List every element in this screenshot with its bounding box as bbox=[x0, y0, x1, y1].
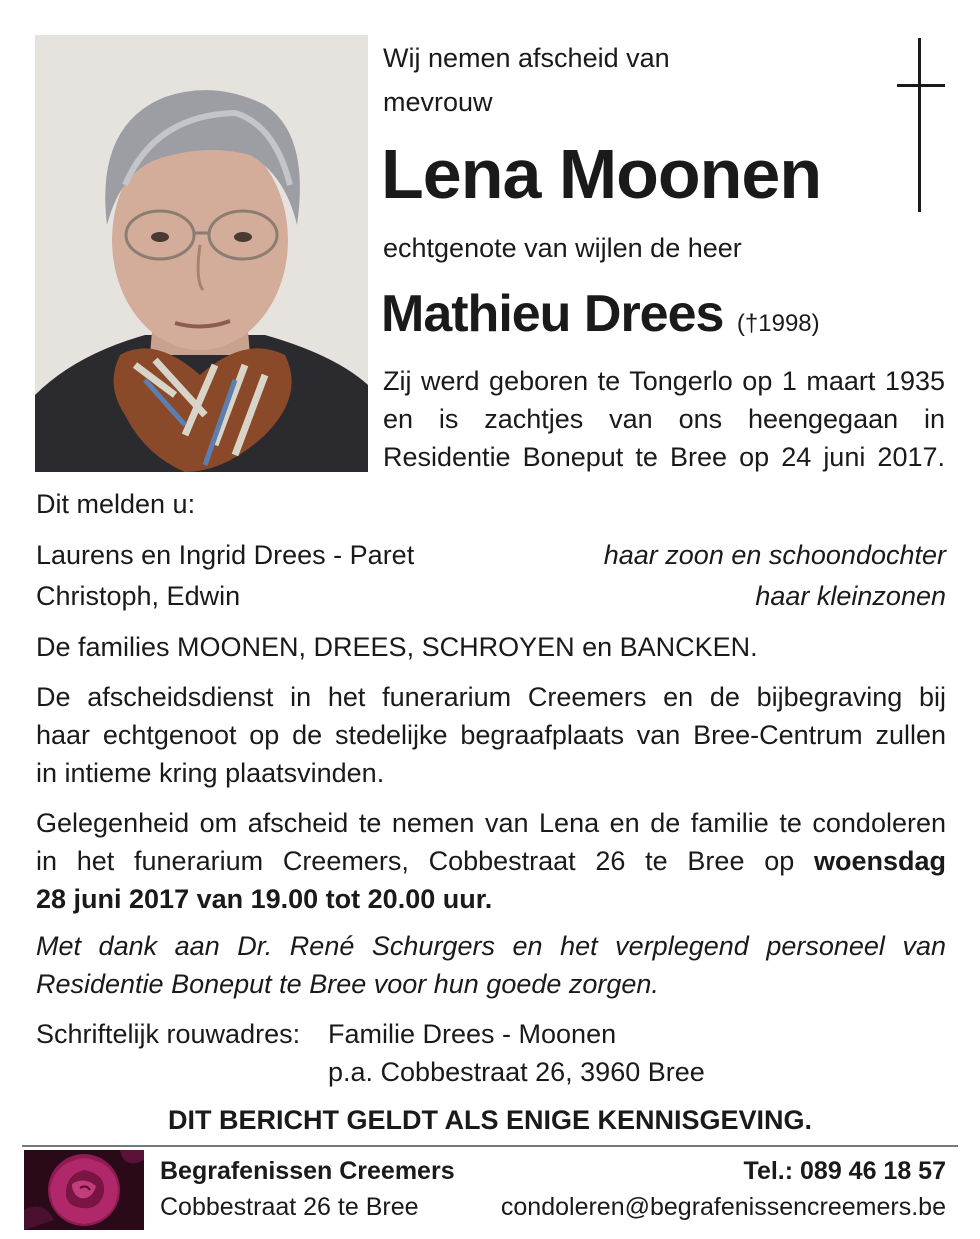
funeral-home-name: Begrafenissen Creemers bbox=[160, 1157, 455, 1185]
birth-line-2: en is zachtjes van ons heengegaan in bbox=[383, 404, 945, 434]
intro-text bbox=[383, 36, 670, 124]
visit-paragraph bbox=[36, 804, 946, 918]
address-line-2: p.a. Cobbestraat 26, 3960 Bree bbox=[328, 1057, 705, 1087]
relative-role: haar kleinzonen bbox=[755, 581, 946, 611]
thanks-paragraph bbox=[36, 927, 946, 1003]
spouse-death-year: (†1998) bbox=[736, 310, 820, 337]
spouse-name-line bbox=[381, 282, 820, 356]
visit-line-2-text: in het funerarium Creemers, Cobbestraat 26 te Bree op bbox=[36, 846, 814, 876]
portrait-photo bbox=[35, 35, 368, 472]
visit-line-1: Gelegenheid om afscheid te nemen van Lena en de familie te condoleren bbox=[36, 808, 946, 838]
rose-image bbox=[24, 1150, 144, 1230]
birth-paragraph bbox=[383, 362, 945, 476]
mourning-address bbox=[36, 1015, 705, 1087]
spouse-name: Mathieu Drees bbox=[381, 285, 724, 343]
announce-text: Dit melden u: bbox=[36, 489, 196, 519]
intro-line-1: Wij nemen afscheid van bbox=[383, 43, 670, 73]
relative-row bbox=[36, 577, 946, 615]
birth-line-3: Residentie Boneput te Bree op 24 juni 2017. bbox=[383, 442, 945, 472]
notice-text: DIT BERICHT GELDT ALS ENIGE KENNISGEVING. bbox=[167, 1105, 813, 1135]
cross-icon-bar bbox=[897, 84, 945, 87]
funeral-home-email[interactable]: condoleren@begrafenissencreemers.be bbox=[500, 1193, 946, 1221]
intro-line-2: mevrouw bbox=[383, 87, 493, 117]
relative-names: Laurens en Ingrid Drees - Paret bbox=[36, 540, 415, 570]
visit-line-3 bbox=[36, 880, 946, 918]
service-line-2: haar echtgenoot op de stedelijke begraafplaats van Bree-Centrum zullen bbox=[36, 720, 946, 750]
visit-day: woensdag bbox=[813, 846, 946, 876]
service-line-3: in intieme kring plaatsvinden. bbox=[36, 758, 385, 788]
service-line-1: De afscheidsdienst in het funerarium Creemers en de bijbegraving bij bbox=[36, 682, 946, 712]
families-text: De families MOONEN, DREES, SCHROYEN en BANCKEN. bbox=[36, 632, 758, 662]
relative-names: Christoph, Edwin bbox=[36, 581, 241, 611]
deceased-name: Lena Moonen bbox=[381, 135, 822, 213]
thanks-line-2: Residentie Boneput te Bree voor hun goede zorgen. bbox=[36, 969, 659, 999]
cross-icon bbox=[918, 38, 921, 212]
spouse-intro: echtgenote van wijlen de heer bbox=[383, 233, 742, 263]
address-label: Schriftelijk rouwadres: bbox=[36, 1019, 301, 1049]
divider bbox=[22, 1145, 958, 1147]
visit-line-2 bbox=[36, 842, 946, 880]
relative-role: haar zoon en schoondochter bbox=[603, 540, 946, 570]
visit-date-time: 28 juni 2017 van 19.00 tot 20.00 uur. bbox=[36, 884, 493, 914]
birth-line-1: Zij werd geboren te Tongerlo op 1 maart 1935 bbox=[383, 366, 945, 396]
funeral-home-phone: Tel.: 089 46 18 57 bbox=[743, 1157, 946, 1185]
service-paragraph bbox=[36, 678, 946, 792]
address-line-1: Familie Drees - Moonen bbox=[328, 1019, 617, 1049]
relative-row bbox=[36, 536, 946, 574]
funeral-home-address: Cobbestraat 26 te Bree bbox=[160, 1193, 419, 1221]
thanks-line-1: Met dank aan Dr. René Schurgers en het verplegend personeel van bbox=[36, 931, 946, 961]
